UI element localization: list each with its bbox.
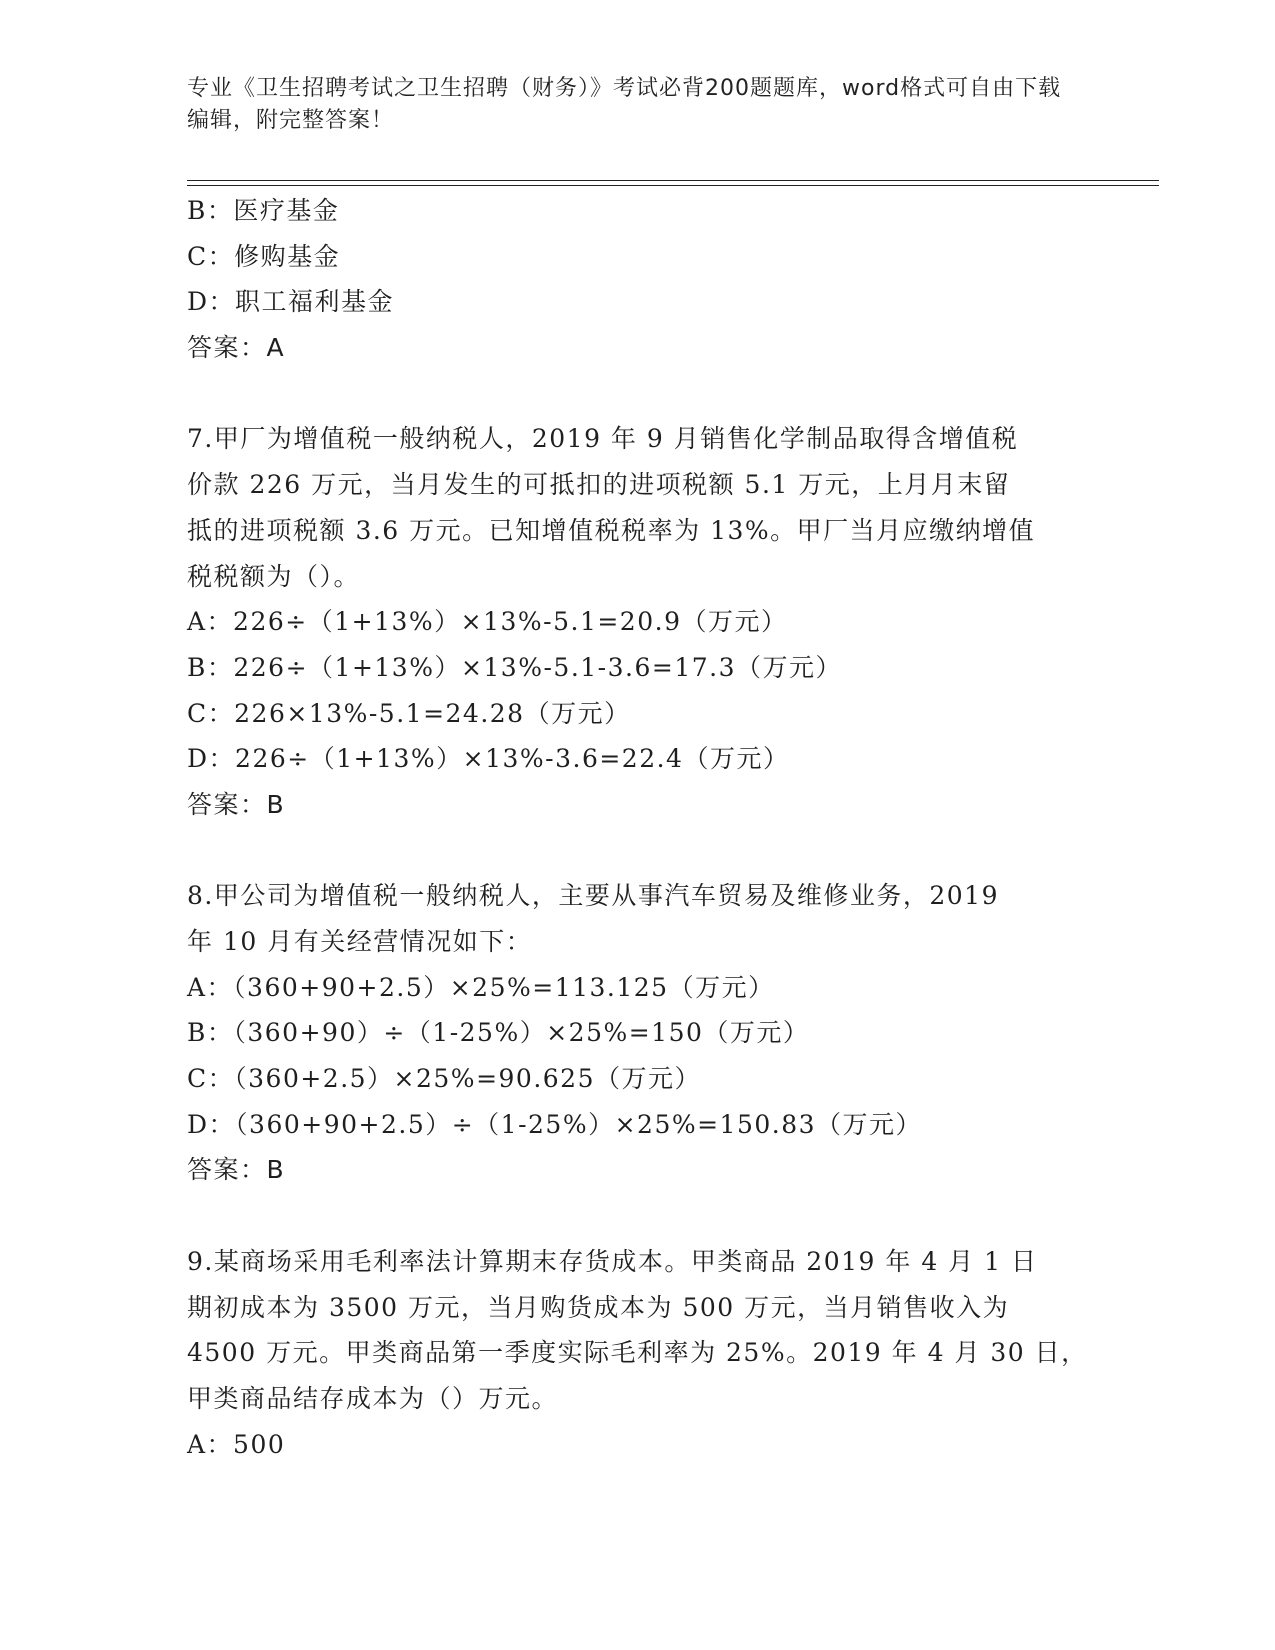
question-9 (187, 1239, 1087, 1467)
question-text-line: 税税额为（）。 (187, 561, 361, 591)
option-a: A：（360+90+2.5）×25%=113.125（万元） (187, 972, 775, 1002)
document-header: 专业《卫生招聘考试之卫生招聘（财务）》考试必背200题题库，word格式可自由下载编辑，附完整答案！ (187, 76, 1062, 133)
question-7 (187, 416, 1087, 827)
spacer (187, 1193, 1087, 1239)
spacer (187, 371, 1087, 417)
option-d: D：226÷（1+13%）×13%-3.6=22.4（万元） (187, 744, 790, 774)
option-d: D：（360+90+2.5）÷（1-25%）×25%=150.83（万元） (187, 1109, 923, 1139)
option-b: B：医疗基金 (187, 196, 340, 225)
question-text-line: 抵的进项税额 3.6 万元。已知增值税税率为 13%。甲厂当月应缴纳增值 (187, 515, 1036, 545)
question-text-line: 8.甲公司为增值税一般纳税人，主要从事汽车贸易及维修业务，2019 (187, 881, 999, 911)
question-text-line: 价款 226 万元，当月发生的可抵扣的进项税额 5.1 万元，上月月末留 (187, 470, 1011, 500)
option-b: B：226÷（1+13%）×13%-5.1-3.6=17.3（万元） (187, 652, 842, 682)
question-8 (187, 873, 1087, 1193)
question-6-tail (187, 188, 1087, 371)
question-text-line: 甲类商品结存成本为（）万元。 (187, 1383, 559, 1413)
option-c: C：（360+2.5）×25%=90.625（万元） (187, 1064, 701, 1094)
answer: 答案：A (187, 333, 286, 363)
answer: 答案：B (187, 1155, 286, 1185)
question-text-line: 9.某商场采用毛利率法计算期末存货成本。甲类商品 2019 年 4 月 1 日 (187, 1246, 1038, 1276)
option-d: D：职工福利基金 (187, 287, 395, 317)
option-a: A：226÷（1+13%）×13%-5.1=20.9（万元） (187, 607, 788, 637)
option-b: B：（360+90）÷（1-25%）×25%=150（万元） (187, 1018, 810, 1048)
question-text-line: 年 10 月有关经营情况如下： (187, 927, 533, 956)
option-c: C：226×13%-5.1=24.28（万元） (187, 698, 631, 728)
spacer (187, 828, 1087, 874)
header-divider-bottom (187, 185, 1159, 186)
question-text-line: 4500 万元。甲类商品第一季度实际毛利率为 25%。2019 年 4 月 30 日， (187, 1338, 1088, 1368)
header-divider-top (187, 180, 1159, 181)
question-content (187, 188, 1087, 1467)
answer: 答案：B (187, 789, 286, 819)
question-text-line: 7.甲厂为增值税一般纳税人，2019 年 9 月销售化学制品取得含增值税 (187, 424, 1019, 454)
question-text-line: 期初成本为 3500 万元，当月购货成本为 500 万元，当月销售收入为 (187, 1292, 1010, 1322)
option-a: A：500 (187, 1429, 286, 1459)
option-c: C：修购基金 (187, 241, 341, 271)
